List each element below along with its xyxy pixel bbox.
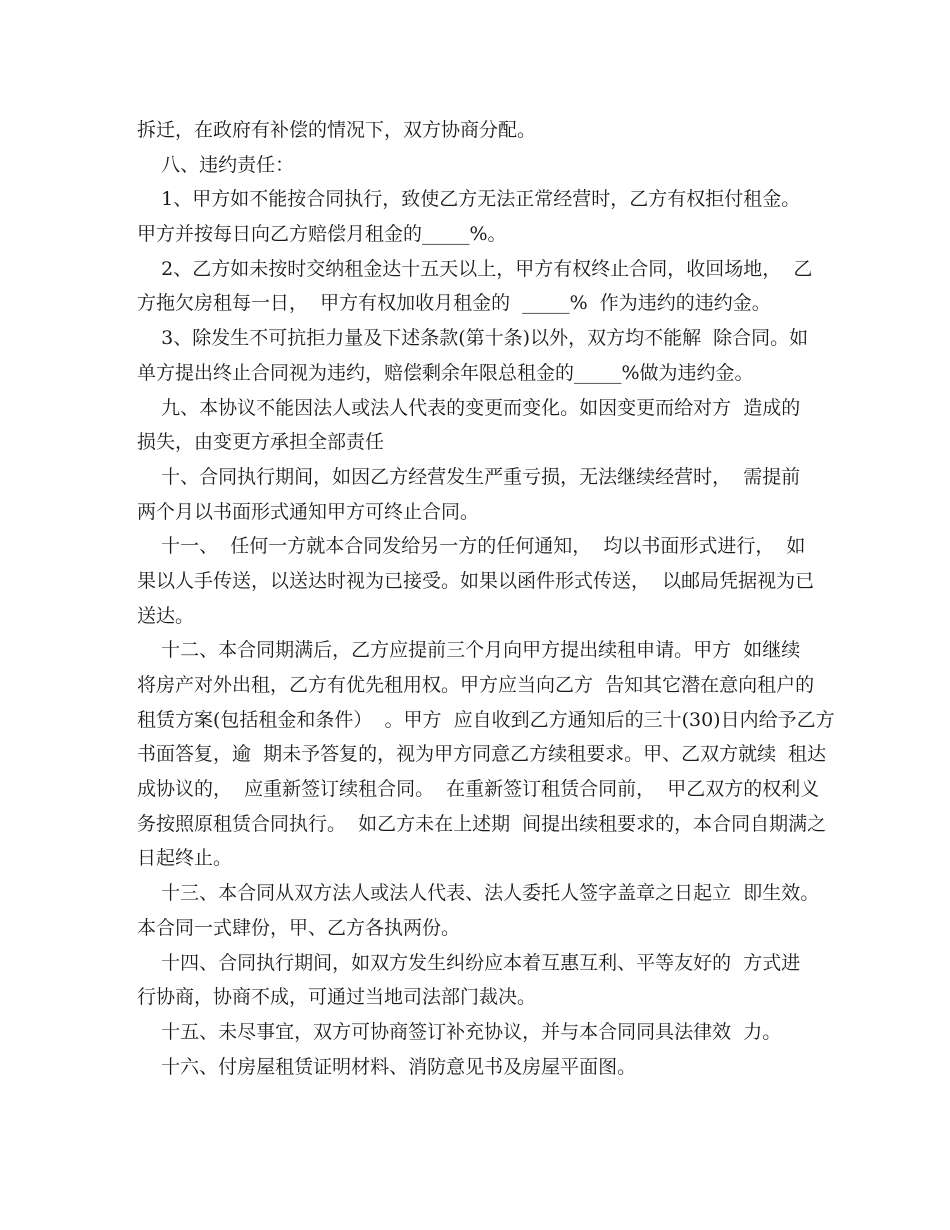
text-line: 租赁方案(包括租金和条件） 。甲方 应自收到乙方通知后的三十(30)日内给予乙方 [137,708,835,731]
text-line: 2、乙方如未按时交纳租金达十五天以上，甲方有权终止合同，收回场地， 乙 [137,257,813,280]
contract-body [137,113,837,1084]
text-line: 单方提出终止合同视为违约，赔偿剩余年限总租金的_____%做为违约金。 [137,361,754,384]
text-line: 两个月以书面形式通知甲方可终止合同。 [137,500,480,523]
text-line: 十二、本合同期满后，乙方应提前三个月向甲方提出续租申请。甲方 如继续 [137,639,801,662]
text-line: 十六、付房屋租赁证明材料、消防意见书及房屋平面图。 [137,1055,637,1078]
text-line: 日起终止。 [137,847,233,870]
text-line: 十五、未尽事宜，双方可协商签订补充协议，并与本合同同具法律效 力。 [137,1020,782,1043]
text-line: 十四、合同执行期间，如双方发生纠纷应本着互惠互利、平等友好的 方式进 [137,951,801,974]
text-line: 损失，由变更方承担全部责任 [137,431,385,454]
text-line: 3、除发生不可抗拒力量及下述条款(第十条)以外，双方均不能解 除合同。如 [137,327,809,350]
text-line: 方拖欠房租每一日， 甲方有权加收月租金的 _____% 作为违约的违约金。 [137,292,771,315]
text-line: 十一、 任何一方就本合同发给另一方的任何通知， 均以书面形式进行， 如 [137,535,806,558]
text-line: 行协商，协商不成，可通过当地司法部门裁决。 [137,986,537,1009]
text-line: 书面答复，逾 期未予答复的，视为甲方同意乙方续租要求。甲、乙双方就续 租达 [137,743,827,766]
text-line: 本合同一式肆份，甲、乙方各执两份。 [137,916,461,939]
text-line: 十、合同执行期间，如因乙方经营发生严重亏损，无法继续经营时， 需提前 [137,465,801,488]
section-heading: 八、违约责任： [137,153,295,176]
text-line: 送达。 [137,604,195,627]
text-line: 果以人手传送，以送达时视为已接受。如果以函件形式传送， 以邮局凭据视为已 [137,569,815,592]
text-line: 十三、本合同从双方法人或法人代表、法人委托人签字盖章之日起立 即生效。 [137,882,820,905]
text-line: 务按照原租赁合同执行。 如乙方未在上述期 间提出续租要求的，本合同自期满之 [137,812,827,835]
text-line: 甲方并按每日向乙方赔偿月租金的_____%。 [137,223,507,246]
text-line: 拆迁，在政府有补偿的情况下，双方协商分配。 [137,119,537,141]
text-line: 九、本协议不能因法人或法人代表的变更而变化。如因变更而给对方 造成的 [137,396,801,419]
text-line: 1、甲方如不能按合同执行，致使乙方无法正常经营时，乙方有权拒付租金。 [137,188,801,211]
text-line: 将房产对外出租，乙方有优先租用权。甲方应当向乙方 告知其它潜在意向租户的 [137,674,815,696]
text-line: 成协议的， 应重新签订续租合同。 在重新签订租赁合同前， 甲乙双方的权利义 [137,778,820,801]
